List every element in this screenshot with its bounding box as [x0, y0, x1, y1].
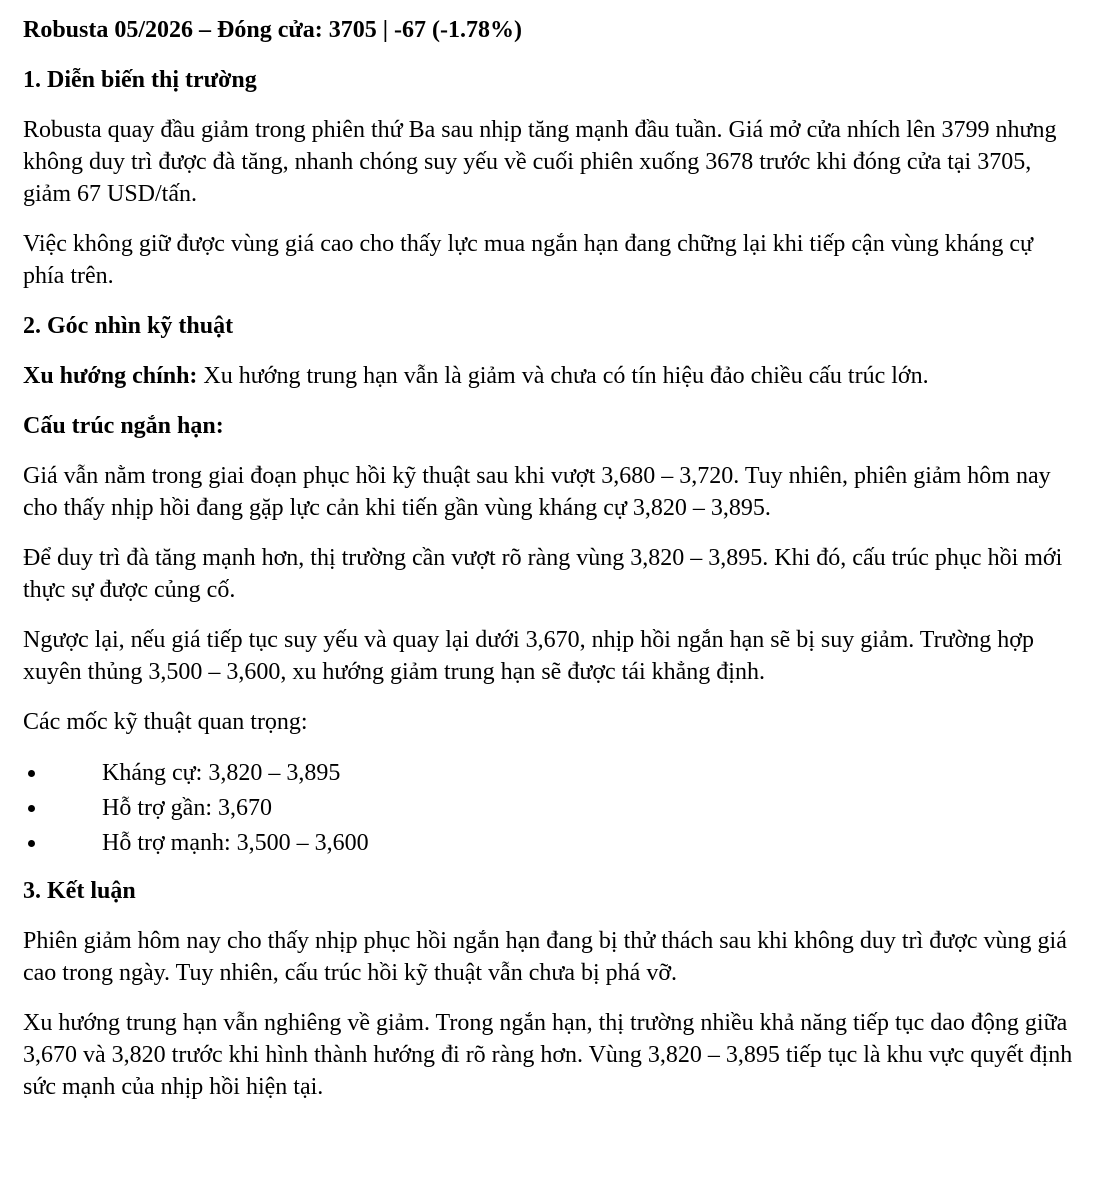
bullet-icon [28, 805, 35, 812]
levels-list [23, 756, 1073, 861]
section-heading-technical: 2. Góc nhìn kỹ thuật [23, 313, 234, 339]
list-item [23, 791, 1073, 826]
list-item [23, 756, 1073, 791]
paragraph: Robusta quay đầu giảm trong phiên thứ Ba sau nhịp tăng mạnh đầu tuần. Giá mở cửa nhích lên 3799 nhưng không duy trì được đà tăng, nhanh chóng suy yếu về cuối phiên xuống 3678 trước khi đóng cửa tại 3705, giảm 67 USD/tấn. [23, 117, 1057, 207]
list-item [23, 826, 1073, 861]
short-structure-heading: Cấu trúc ngắn hạn: [23, 413, 224, 439]
level-text: Hỗ trợ mạnh: 3,500 – 3,600 [102, 830, 369, 856]
paragraph: Xu hướng trung hạn vẫn nghiêng về giảm. Trong ngắn hạn, thị trường nhiều khả năng tiếp tục dao động giữa 3,670 và 3,820 trước khi hình thành hướng đi rõ ràng hơn. Vùng 3,820 – 3,895 tiếp tục là khu vực quyết định sức mạnh của nhịp hồi hiện tại. [23, 1010, 1073, 1100]
paragraph: Để duy trì đà tăng mạnh hơn, thị trường cần vượt rõ ràng vùng 3,820 – 3,895. Khi đó, cấu trúc phục hồi mới thực sự được củng cố. [23, 545, 1063, 603]
levels-intro: Các mốc kỹ thuật quan trọng: [23, 709, 308, 735]
section-heading-conclusion: 3. Kết luận [23, 878, 136, 904]
main-trend-paragraph [23, 360, 1073, 392]
main-trend-text: Xu hướng trung hạn vẫn là giảm và chưa có tín hiệu đảo chiều cấu trúc lớn. [203, 363, 929, 389]
section-heading-market: 1. Diễn biến thị trường [23, 67, 257, 93]
level-text: Kháng cự: 3,820 – 3,895 [102, 760, 341, 786]
main-trend-label: Xu hướng chính: [23, 363, 198, 389]
paragraph: Việc không giữ được vùng giá cao cho thấy lực mua ngắn hạn đang chững lại khi tiếp cận vùng kháng cự phía trên. [23, 231, 1034, 289]
paragraph: Phiên giảm hôm nay cho thấy nhịp phục hồi ngắn hạn đang bị thử thách sau khi không duy trì được vùng giá cao trong ngày. Tuy nhiên, cấu trúc hồi kỹ thuật vẫn chưa bị phá vỡ. [23, 928, 1067, 986]
document-title: Robusta 05/2026 – Đóng cửa: 3705 | -67 (-1.78%) [23, 17, 523, 43]
level-text: Hỗ trợ gần: 3,670 [102, 795, 273, 821]
bullet-icon [28, 770, 35, 777]
document-page [23, 14, 1073, 1121]
paragraph: Giá vẫn nằm trong giai đoạn phục hồi kỹ thuật sau khi vượt 3,680 – 3,720. Tuy nhiên, phiên giảm hôm nay cho thấy nhịp hồi đang gặp lực cản khi tiến gần vùng kháng cự 3,820 – 3,895. [23, 463, 1051, 521]
paragraph: Ngược lại, nếu giá tiếp tục suy yếu và quay lại dưới 3,670, nhịp hồi ngắn hạn sẽ bị suy giảm. Trường hợp xuyên thủng 3,500 – 3,600, xu hướng giảm trung hạn sẽ được tái khẳng định. [23, 627, 1034, 685]
bullet-icon [28, 840, 35, 847]
